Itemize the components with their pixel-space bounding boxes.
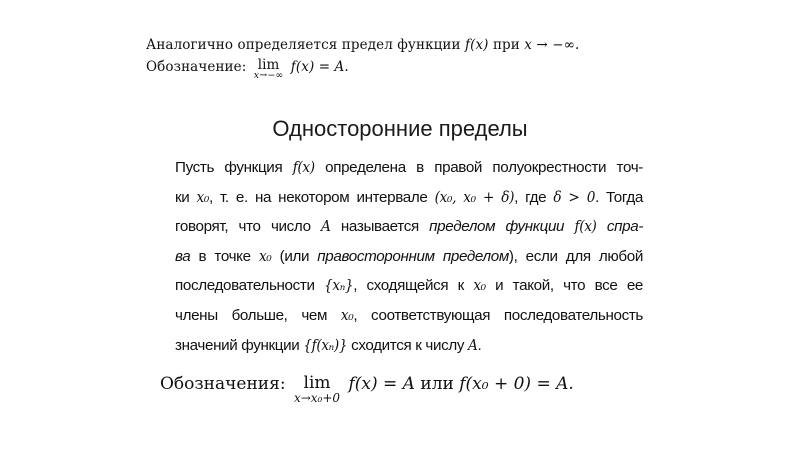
top-notation-block: [146, 34, 666, 81]
paragraph-line-4: [175, 242, 643, 272]
definition-paragraph: [175, 153, 643, 360]
text-span: , соответствующая последовательность: [353, 306, 643, 324]
top-condition: x → −∞.: [524, 37, 580, 53]
math-span: δ > 0: [553, 187, 596, 206]
math-span: x₀: [196, 187, 210, 206]
text-span: сходится к числу: [351, 336, 465, 354]
bottom-lim-subscript: x→x₀+0: [293, 391, 341, 405]
math-span: x₀: [340, 305, 354, 324]
text-span: значений функции: [175, 336, 300, 354]
top-lim-word: lim: [257, 57, 280, 73]
math-span: (x₀, x₀ + δ): [434, 187, 515, 206]
paragraph-line-5: [175, 271, 643, 301]
math-span: {xₙ}: [324, 276, 354, 295]
top-line-1: [146, 34, 666, 56]
slide-title: Односторонние пределы: [272, 116, 528, 141]
text-span: говорят, что число: [175, 218, 311, 236]
text-span: ), если для любой: [508, 247, 644, 265]
text-span: в точке: [198, 247, 251, 265]
text-span: (или: [279, 247, 310, 265]
top-notation-label: Обозначение:: [146, 59, 247, 75]
emphasis-span: правосторонним пределом: [317, 247, 509, 265]
text-span: называется: [340, 218, 419, 236]
paragraph-line-2: [175, 183, 643, 213]
math-span: {f(xₙ)}: [303, 335, 348, 354]
text-span: члены больше, чем: [175, 306, 328, 324]
text-span: и такой, что все ее: [495, 277, 644, 295]
paragraph-line-6: [175, 301, 643, 331]
text-span: , где: [514, 188, 547, 206]
emphasis-span: ва: [175, 247, 191, 265]
bottom-limit: [294, 372, 340, 405]
bottom-or: или: [420, 374, 454, 394]
bottom-expression-2: f(x₀ + 0) = A.: [459, 374, 574, 394]
text-span: Пусть функция: [175, 159, 283, 176]
bottom-notation-label: Обозначения:: [160, 374, 286, 394]
top-lim-subscript: x→−∞: [253, 70, 284, 81]
emphasis-span: пределом функции: [429, 218, 565, 236]
top-text: Аналогично определяется предел функции: [146, 37, 461, 53]
top-when: при: [492, 37, 520, 53]
bottom-expression-1: f(x) = A: [348, 374, 415, 394]
top-limit-expression: f(x) = A.: [290, 59, 349, 75]
math-span: A: [467, 335, 478, 354]
math-span: A: [321, 217, 331, 236]
text-span: .: [477, 336, 482, 354]
bottom-lim-word: lim: [303, 373, 331, 393]
text-span: определена в правой полуокрестности точ-: [325, 159, 644, 176]
text-span: последовательности: [175, 277, 315, 295]
math-span: x₀: [473, 276, 486, 295]
top-function: f(x): [465, 37, 489, 53]
top-line-2: [146, 56, 666, 81]
math-span: x₀: [258, 246, 272, 265]
paragraph-line-1: [175, 153, 643, 183]
paragraph-line-3: [175, 212, 643, 242]
paragraph-line-7: [175, 331, 643, 361]
emphasis-span: спра-: [606, 218, 644, 236]
math-span: f(x): [574, 217, 597, 236]
text-span: , т. е. на некотором интервале: [209, 188, 428, 206]
top-limit: [254, 56, 284, 81]
bottom-notation: [160, 372, 680, 405]
text-span: , сходящейся к: [353, 277, 464, 295]
text-span: . Тогда: [595, 188, 644, 206]
text-span: ки: [175, 188, 190, 206]
math-span: f(x): [292, 158, 315, 176]
